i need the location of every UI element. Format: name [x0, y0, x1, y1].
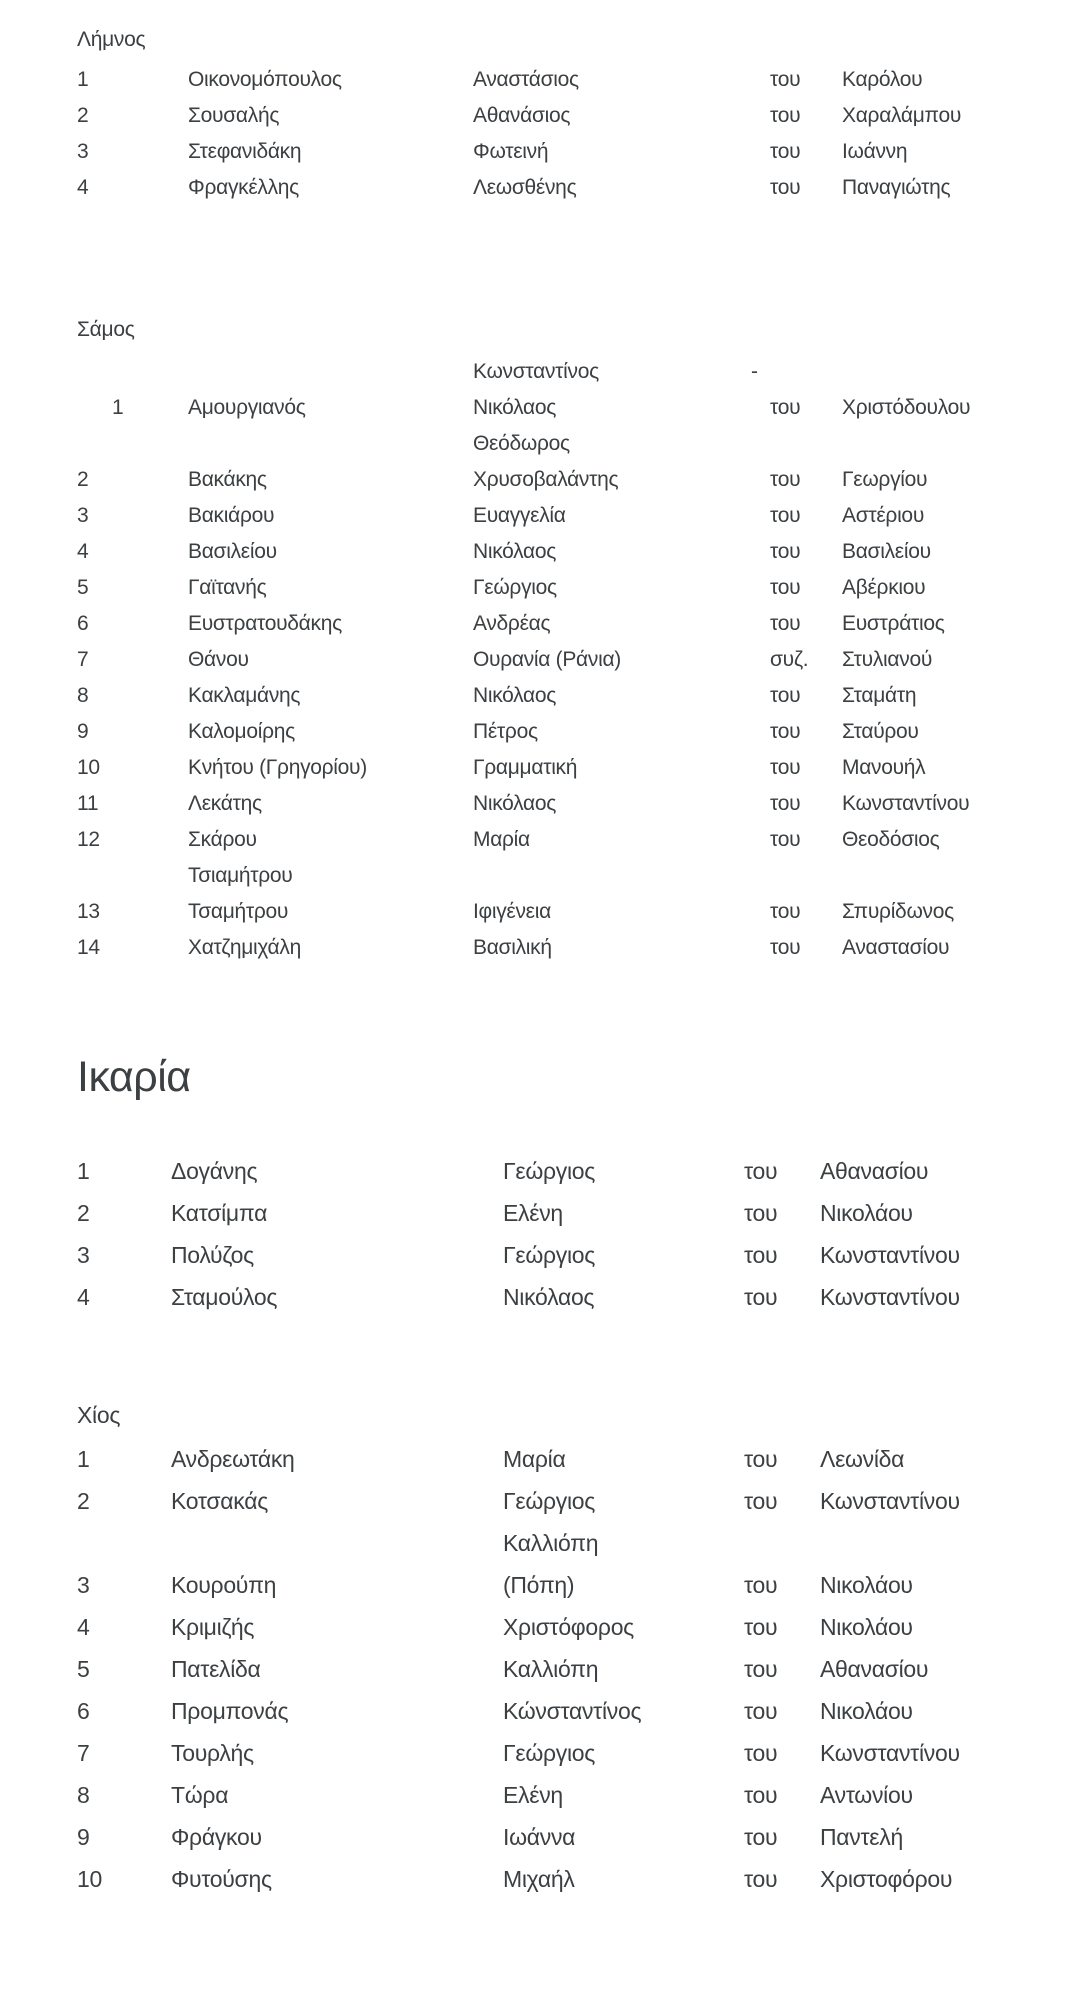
cell-surname: Φυτούσης	[171, 1866, 272, 1892]
cell-rel: του	[770, 684, 801, 707]
cell-surname: Ευστρατουδάκης	[188, 612, 342, 635]
cell-given: Γραμματική	[473, 756, 578, 779]
cell-given: Αθανάσιος	[473, 104, 571, 127]
cell-num: 10	[77, 1866, 102, 1892]
cell-rel: του	[744, 1698, 778, 1724]
cell-num: 3	[77, 1572, 90, 1598]
cell-num: 8	[77, 684, 89, 707]
cell-surname: Κοτσακάς	[171, 1488, 268, 1514]
table-row	[0, 170, 1080, 206]
cell-given: Μαρία	[503, 1446, 566, 1472]
cell-surname: Κατσίμπα	[171, 1200, 268, 1226]
table-row	[0, 1648, 1080, 1690]
cell-given: Μιχαήλ	[503, 1866, 575, 1892]
section-heading-limnos: Λήμνος	[77, 28, 146, 51]
cell-father: Κωνσταντίνου	[820, 1740, 960, 1766]
cell-father: Ευστράτιος	[842, 612, 945, 635]
cell-surname: Τσαμήτρου	[188, 900, 289, 923]
table-row	[0, 1192, 1080, 1234]
cell-father: Νικολάου	[820, 1572, 913, 1598]
cell-num: 2	[77, 468, 89, 491]
cell-surname: Φράγκου	[171, 1824, 262, 1850]
cell-surname: Σκάρου	[188, 828, 257, 851]
cell-rel: του	[744, 1200, 778, 1226]
cell-given: Ανδρέας	[473, 612, 551, 635]
cell-rel: του	[770, 68, 801, 91]
table-row	[0, 1234, 1080, 1276]
cell-num: 11	[77, 792, 99, 815]
cell-num: 4	[77, 176, 89, 199]
table-row	[0, 1438, 1080, 1480]
table-row	[0, 930, 1080, 966]
cell-num: 8	[77, 1782, 90, 1808]
cell-surname: Κουρούπη	[171, 1572, 277, 1598]
cell-rel: του	[770, 756, 801, 779]
cell-num: 13	[77, 900, 100, 923]
table-row	[0, 354, 1080, 390]
cell-surname: Σταμούλος	[171, 1284, 278, 1310]
cell-given: Ουρανία (Ράνια)	[473, 648, 621, 671]
cell-surname: Αμουργιανός	[188, 396, 306, 419]
cell-rel: του	[744, 1782, 778, 1808]
cell-rel: του	[744, 1488, 778, 1514]
cell-given: Κώνσταντίνος	[503, 1698, 642, 1724]
table-row	[0, 1816, 1080, 1858]
table-row	[0, 894, 1080, 930]
cell-surname: Οικονομόπουλος	[188, 68, 342, 91]
cell-given: Χριστόφορος	[503, 1614, 634, 1640]
cell-dash: -	[751, 360, 758, 383]
cell-rel: του	[744, 1824, 778, 1850]
cell-num: 6	[77, 612, 89, 635]
cell-father: Χριστοφόρου	[820, 1866, 953, 1892]
cell-surname: Βακιάρου	[188, 504, 275, 527]
table-row	[0, 1276, 1080, 1318]
table-row	[0, 498, 1080, 534]
cell-given: (Πόπη)	[503, 1572, 575, 1598]
cell-father: Νικολάου	[820, 1614, 913, 1640]
cell-father: Νικολάου	[820, 1698, 913, 1724]
cell-num: 4	[77, 1284, 90, 1310]
cell-num: 10	[77, 756, 100, 779]
cell-num: 3	[77, 504, 89, 527]
cell-given: Νικόλαος	[503, 1284, 595, 1310]
cell-given: Γεώργιος	[473, 576, 557, 599]
cell-father: Αντωνίου	[820, 1782, 913, 1808]
cell-num: 5	[77, 1656, 90, 1682]
cell-surname: Θάνου	[188, 648, 249, 671]
cell-rel: συζ.	[770, 648, 809, 671]
cell-given: Λεωσθένης	[473, 176, 577, 199]
section-heading-samos: Σάμος	[77, 318, 135, 341]
table-row	[0, 98, 1080, 134]
cell-surname: Πατελίδα	[171, 1656, 261, 1682]
cell-given: Ελένη	[503, 1200, 563, 1226]
cell-surname: Κακλαμάνης	[188, 684, 301, 707]
cell-rel: του	[744, 1446, 778, 1472]
table-row	[0, 786, 1080, 822]
cell-num: 4	[77, 540, 89, 563]
cell-father: Κωνσταντίνου	[842, 792, 970, 815]
table-row	[0, 426, 1080, 462]
cell-given: Νικόλαος	[473, 396, 557, 419]
cell-rel: του	[744, 1158, 778, 1184]
cell-surname: Βακάκης	[188, 468, 267, 491]
cell-num: 3	[77, 1242, 90, 1268]
cell-num: 14	[77, 936, 100, 959]
table-row	[0, 714, 1080, 750]
table-row	[0, 534, 1080, 570]
cell-father: Χριστόδουλου	[842, 396, 971, 419]
cell-surname: Τουρλής	[171, 1740, 254, 1766]
cell-num: 2	[77, 1200, 90, 1226]
cell-rel: του	[744, 1656, 778, 1682]
cell-num: 12	[77, 828, 100, 851]
cell-given: Πέτρος	[473, 720, 538, 743]
cell-rel: του	[770, 720, 801, 743]
cell-surname: Βασιλείου	[188, 540, 277, 563]
cell-surname: Στεφανιδάκη	[188, 140, 302, 163]
table-row	[0, 1732, 1080, 1774]
cell-num: 9	[77, 1824, 90, 1850]
table-row	[0, 570, 1080, 606]
cell-num: 3	[77, 140, 89, 163]
cell-surname: Τσιαμήτρου	[188, 864, 293, 887]
cell-rel: του	[744, 1614, 778, 1640]
cell-father: Στυλιανού	[842, 648, 933, 671]
table-row	[0, 1150, 1080, 1192]
cell-surname: Τώρα	[171, 1782, 229, 1808]
cell-given: Νικόλαος	[473, 540, 557, 563]
table-row	[0, 1774, 1080, 1816]
table-row	[0, 822, 1080, 858]
cell-surname: Σουσαλής	[188, 104, 280, 127]
table-row	[0, 1522, 1080, 1564]
cell-father: Σταύρου	[842, 720, 919, 743]
cell-surname: Κνήτου (Γρηγορίου)	[188, 756, 367, 779]
cell-rel: του	[744, 1572, 778, 1598]
cell-father: Ιωάννη	[842, 140, 908, 163]
cell-given: Νικόλαος	[473, 684, 557, 707]
cell-father: Παναγιώτης	[842, 176, 951, 199]
cell-surname: Προμπονάς	[171, 1698, 289, 1724]
cell-father: Σταμάτη	[842, 684, 917, 707]
table-row	[0, 134, 1080, 170]
section-heading-chios: Χίος	[77, 1402, 121, 1428]
cell-given: Γεώργιος	[503, 1488, 596, 1514]
cell-given: Βασιλική	[473, 936, 552, 959]
cell-given: Φωτεινή	[473, 140, 549, 163]
cell-surname: Κριμιζής	[171, 1614, 255, 1640]
cell-father: Καρόλου	[842, 68, 923, 91]
cell-surname: Λεκάτης	[188, 792, 262, 815]
cell-surname: Φραγκέλλης	[188, 176, 300, 199]
cell-father: Αστέριου	[842, 504, 924, 527]
cell-rel: του	[770, 176, 801, 199]
table-row	[0, 1606, 1080, 1648]
cell-rel: του	[770, 828, 801, 851]
cell-num: 1	[77, 1158, 90, 1184]
cell-num: 9	[77, 720, 89, 743]
cell-father: Γεωργίου	[842, 468, 928, 491]
cell-num: 1	[77, 1446, 90, 1472]
cell-surname: Δογάνης	[171, 1158, 258, 1184]
cell-father: Αβέρκιου	[842, 576, 926, 599]
cell-num: 7	[77, 1740, 90, 1766]
cell-num: 6	[77, 1698, 90, 1724]
table-row	[0, 1564, 1080, 1606]
cell-surname: Γαϊτανής	[188, 576, 267, 599]
cell-num: 5	[77, 576, 89, 599]
cell-num: 4	[77, 1614, 90, 1640]
cell-num: 2	[77, 1488, 90, 1514]
cell-given: Ευαγγελία	[473, 504, 566, 527]
cell-father: Νικολάου	[820, 1200, 913, 1226]
cell-father: Κωνσταντίνου	[820, 1284, 960, 1310]
cell-given: Νικόλαος	[473, 792, 557, 815]
cell-father: Κωνσταντίνου	[820, 1242, 960, 1268]
table-row	[0, 750, 1080, 786]
table-row	[0, 462, 1080, 498]
cell-rel: του	[770, 396, 801, 419]
cell-father: Παντελή	[820, 1824, 903, 1850]
cell-num: 1	[77, 68, 89, 91]
cell-surname: Καλομοίρης	[188, 720, 295, 743]
table-row	[0, 390, 1080, 426]
cell-given: Ιωάννα	[503, 1824, 576, 1850]
table-row	[0, 1690, 1080, 1732]
cell-given: Χρυσοβαλάντης	[473, 468, 619, 491]
cell-given: Καλλιόπη	[503, 1530, 599, 1556]
table-row	[0, 62, 1080, 98]
cell-surname: Ανδρεωτάκη	[171, 1446, 295, 1472]
table-row	[0, 858, 1080, 894]
cell-father: Αθανασίου	[820, 1656, 929, 1682]
cell-rel: του	[770, 936, 801, 959]
cell-rel: του	[744, 1740, 778, 1766]
cell-father: Σπυρίδωνος	[842, 900, 954, 923]
cell-rel: του	[770, 468, 801, 491]
cell-given: Καλλιόπη	[503, 1656, 599, 1682]
cell-rel: του	[770, 612, 801, 635]
cell-rel: του	[744, 1866, 778, 1892]
cell-rel: του	[744, 1242, 778, 1268]
cell-given: Ιφιγένεια	[473, 900, 551, 923]
cell-father: Λεωνίδα	[820, 1446, 905, 1472]
cell-rel: του	[770, 900, 801, 923]
cell-father: Βασιλείου	[842, 540, 931, 563]
cell-given: Αναστάσιος	[473, 68, 579, 91]
cell-rel: του	[770, 540, 801, 563]
cell-father: Χαραλάμπου	[842, 104, 962, 127]
cell-given: Μαρία	[473, 828, 530, 851]
table-row	[0, 1858, 1080, 1900]
table-row	[0, 642, 1080, 678]
cell-father: Μανουήλ	[842, 756, 926, 779]
cell-rel: του	[770, 576, 801, 599]
cell-num: 1	[112, 396, 124, 419]
table-row	[0, 606, 1080, 642]
cell-father: Αθανασίου	[820, 1158, 929, 1184]
cell-rel: του	[744, 1284, 778, 1310]
cell-given: Γεώργιος	[503, 1158, 596, 1184]
table-row	[0, 678, 1080, 714]
cell-num: 7	[77, 648, 89, 671]
cell-given: Θεόδωρος	[473, 432, 570, 455]
cell-father: Αναστασίου	[842, 936, 950, 959]
cell-rel: του	[770, 140, 801, 163]
cell-father: Κωνσταντίνου	[820, 1488, 960, 1514]
cell-rel: του	[770, 504, 801, 527]
cell-given: Γεώργιος	[503, 1242, 596, 1268]
cell-father: Θεοδόσιος	[842, 828, 940, 851]
cell-surname: Πολύζος	[171, 1242, 254, 1268]
cell-given: Κωνσταντίνος	[473, 360, 599, 383]
cell-given: Ελένη	[503, 1782, 563, 1808]
cell-surname: Χατζημιχάλη	[188, 936, 301, 959]
cell-num: 2	[77, 104, 89, 127]
cell-given: Γεώργιος	[503, 1740, 596, 1766]
section-heading-ikaria: Ικαρία	[77, 1053, 191, 1101]
cell-rel: του	[770, 792, 801, 815]
cell-rel: του	[770, 104, 801, 127]
table-row	[0, 1480, 1080, 1522]
